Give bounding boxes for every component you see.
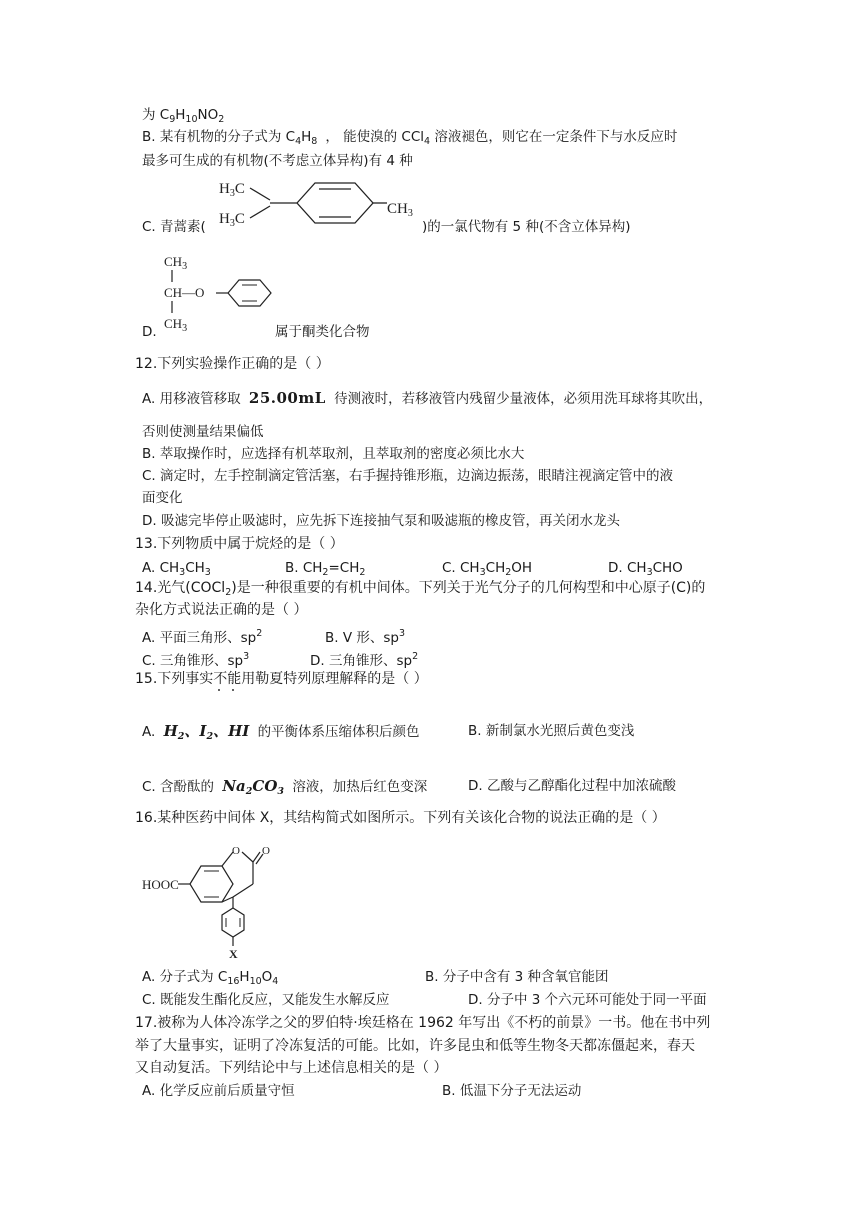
svg-text:CH3: $CH_3$ [164, 254, 188, 272]
svg-text:CH3: $CH_3$ [164, 316, 188, 334]
question-17-stem-line1: 17.被称为人体冷冻学之父的罗伯特·埃廷格在 1962 年写出《不朽的前景》一书。他在书中列 [135, 1015, 711, 1031]
q15-option-d: D. 乙酸与乙醇酯化过程中加浓硫酸 [468, 778, 676, 794]
svg-text:H3C: $H_3C$ [219, 181, 245, 199]
svg-text:O: O [232, 845, 240, 857]
q14-option-b: B. V 形、$sp^3$ [325, 628, 406, 646]
q11-option-c-left: C. 青蒿素( [142, 219, 206, 235]
question-15-stem: 15.下列事实不能用勒夏特列原理解释的是（ ） [135, 671, 428, 687]
q16-option-c: C. 既能发生酯化反应，又能发生水解反应 [142, 992, 390, 1008]
q15-option-b: B. 新制氯水光照后黄色变浅 [468, 723, 635, 739]
svg-text:H3C: $H_3C$ [219, 211, 245, 229]
svg-text:HOOC: HOOC [142, 877, 179, 892]
q12-option-a-line1: A. 用移液管移取 25.00mL 待测液时，若移液管内残留少量液体，必须用洗耳球将其吹出， [142, 389, 713, 407]
svg-text:O: O [262, 845, 270, 857]
question-17-stem-line3: 又自动复活。下列结论中与上述信息相关的是（ ） [135, 1060, 448, 1076]
question-16-stem: 16.某种医药中间体 X，其结构简式如图所示。下列有关该化合物的说法正确的是（ ） [135, 810, 666, 826]
question-13-stem: 13.下列物质中属于烷烃的是（ ） [135, 536, 344, 552]
formula-continuation: 为 $C_9H_{10}NO_2$ [142, 107, 225, 125]
q14-option-d: D. 三角锥形、$sp^2$ [310, 651, 419, 669]
structure-isopropyltoluene [215, 178, 425, 238]
structure-compound-x [138, 842, 298, 962]
q17-option-a: A. 化学反应前后质量守恒 [142, 1083, 295, 1099]
q16-option-d: D. 分子中 3 个六元环可能处于同一平面 [468, 992, 707, 1008]
q13-option-c: C. $CH_3CH_2OH$ [442, 560, 533, 578]
q17-option-b: B. 低温下分子无法运动 [442, 1083, 582, 1099]
question-12-stem: 12.下列实验操作正确的是（ ） [135, 356, 330, 372]
q12-option-b: B. 萃取操作时，应选择有机萃取剂，且萃取剂的密度必须比水大 [142, 446, 525, 462]
q11-option-c-right: )的一氯代物有 5 种(不含立体异构) [422, 219, 631, 235]
q11-option-d-right: 属于酮类化合物 [275, 324, 370, 340]
q13-option-b: B. $CH_2=CH_2$ [285, 560, 366, 578]
svg-text:CH—O: CH—O [164, 285, 205, 300]
q13-option-a: A. $CH_3CH_3$ [142, 560, 211, 578]
q11-option-d-left: D. [142, 324, 157, 340]
q11-option-b-line2: 最多可生成的有机物(不考虑立体异构)有 4 种 [142, 153, 413, 169]
q12-option-d: D. 吸滤完毕停止吸滤时，应先拆下连接抽气泵和吸滤瓶的橡皮管，再关闭水龙头 [142, 513, 620, 529]
svg-text:X: X [229, 947, 238, 961]
q12-option-c-line2: 面变化 [142, 490, 183, 506]
q15-option-a: A. $H_2$、$I_2$、HI 的平衡体系压缩体积后颜色 [142, 722, 420, 742]
question-17-stem-line2: 举了大量事实，证明了冷冻复活的可能。比如，许多昆虫和低等生物冬天都冻僵起来，春天 [135, 1038, 695, 1054]
question-14-stem-line2: 杂化方式说法正确的是（ ） [135, 602, 308, 618]
q11-option-b-line1: B. 某有机物的分子式为 $C_4H_8$ ， 能使溴的 CCl$_4$ 溶液褪色，则它在一定条件下与水反应时 [142, 129, 678, 147]
q14-option-a: A. 平面三角形、$sp^2$ [142, 628, 263, 646]
emphasis-dot [232, 689, 234, 691]
q13-option-d: D. $CH_3CHO$ [608, 560, 683, 578]
q16-option-b: B. 分子中含有 3 种含氧官能团 [425, 969, 609, 985]
q12-option-a-line2: 否则使测量结果偏低 [142, 424, 264, 440]
q16-option-a: A. 分子式为 $C_{16}H_{10}O_4$ [142, 969, 279, 987]
question-14-stem-line1: 14.光气(COCl$_2$)是一种很重要的有机中间体。下列关于光气分子的几何构型和中心原子(C)的 [135, 580, 706, 598]
emphasis-dot [218, 689, 220, 691]
q15-option-c: C. 含酚酞的 $Na_2CO_3$ 溶液，加热后红色变深 [142, 777, 428, 797]
q14-option-c: C. 三角锥形、$sp^3$ [142, 651, 250, 669]
svg-text:CH3: $CH_3$ [387, 201, 413, 219]
q12-option-c-line1: C. 滴定时，左手控制滴定管活塞，右手握持锥形瓶，边滴边振荡，眼睛注视滴定管中的液 [142, 468, 674, 484]
